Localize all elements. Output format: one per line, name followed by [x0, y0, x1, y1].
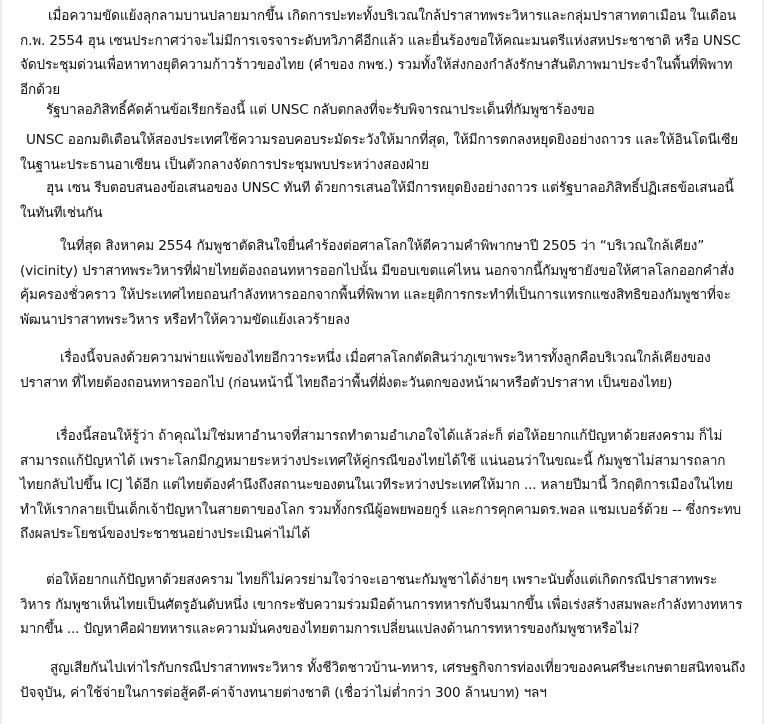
paragraph-5: ในที่สุด สิงหาคม 2554 กัมพูชาตัดสินใจยื่นคำร้องต่อศาลโลกให้ตีความคำพิพากษาปี 2505 ว่า “บริเวณใกล้เคียง” (vicinity) ปราสาทพระวิหารที่ฝ่ายไทยต้องถอนทหารออกไปนั้น มีขอบเขตแค่ไหน นอกจากนี้กัมพูชายังขอให้ศาลโลกออกคำสั่งคุ้มครองชั่วคราว ให้ประเทศไทยถอนกำลังทหารออกจากพื้นที่พิพาท และยุติการกระทำที่เป็นการแทรกแซงสิทธิของกัมพูชาที่จะพัฒนาปราสาทพระวิหาร หรือทำให้ความขัดแย้งเลวร้ายลง [20, 238, 735, 328]
paragraph-2: รัฐบาลอภิสิทธิ์คัดค้านข้อเรียกร้องนี้ แต่ UNSC กลับตกลงที่จะรับพิจารณาประเด็นที่กัมพูชาร้องขอ [46, 102, 595, 118]
paragraph-3: UNSC ออกมติเตือนให้สองประเทศใช้ความรอบคอบระมัดระวังให้มากที่สุด, ให้มีการตกลงหยุดยิงอย่างถาวร และให้อินโดนีเซีย ในฐานะประธานอาเซียน เป็นตัวกลางจัดการประชุมพบประหว่างสองฝ่าย [20, 132, 739, 173]
paragraph-7: เรื่องนี้สอนให้รู้ว่า ถ้าคุณไม่ใช่มหาอำนาจที่สามารถทำตามอำเภอใจได้แล้วล่ะก็ ต่อให้อยากแก้ปัญหาด้วยสงคราม ก็ไม่สามารถแก้ปัญหาได้ เพราะโลกมีกฎหมายระหว่างประเทศให้คู่กรณีของไทยได้ใช้ แน่นอนว่าในขณะนี้ กัมพูชาไม่สามารถลากไทยกลับไปขึ้น ICJ ได้อีก แต่ไทยต้องคำนึงถึงสถานะของตนในเวทีระหว่างประเทศให้มาก ... หลายปีมานี้ วิกฤติการเมืองในไทยทำให้เรากลายเป็นเด็กเจ้าปัญหาในสายตาของโลก รวมทั้งกรณีผู้อพยพอยกูร์ และการคุกคามดร.พอล แชมเบอร์ด้วย -- ซึ่งกระทบถึงผลประโยชน์ของประชาชนอย่างประเมินค่าไม่ได้ [20, 428, 742, 542]
page-left-edge [0, 0, 2, 724]
paragraph-1: เมื่อความขัดแย้งลุกลามบานปลายมากขึ้น เกิดการปะทะทั้งบริเวณใกล้ปราสาทพระวิหารและกลุ่มปราสาทตาเมือน ในเดือน ก.พ. 2554 ฮุน เซนประกาศว่าจะไม่มีการเจรจาระดับทวิภาคีอีกแล้ว และยื่นร้องขอให้คณะมนตรีแห่งสหประชาชาติ หรือ UNSC จัดประชุมด่วนเพื่อหาทางยุติความก้าวร้าวของไทย (คำของ กพช.) รวมทั้งให้ส่งกองกำลังรักษาสันติภาพมาประจำในพื้นที่พิพาทอีกด้วย [20, 8, 741, 98]
paragraph-6: เรื่องนี้จบลงด้วยความพ่ายแพ้ของไทยอีกวาระหนึ่ง เมื่อศาลโลกตัดสินว่าภูเขาพระวิหารทั้งลูกคือบริเวณใกล้เคียงของปราสาท ที่ไทยต้องถอนทหารออกไป (ก่อนหน้านี้ ไทยถือว่าพื้นที่ฝั่งตะวันตกของหน้าผาหรือตัวปราสาท เป็นของไทย) [20, 350, 711, 391]
paragraph-8: ต่อให้อยากแก้ปัญหาด้วยสงคราม ไทยก็ไม่ควรย่ามใจว่าจะเอาชนะกัมพูชาได้ง่ายๆ เพราะนับตั้งแต่เกิดกรณีปราสาทพระวิหาร กัมพูชาเห็นไทยเป็นศัตรูอันดับหนึ่ง เขากระชับความร่วมมือด้านการทหารกับจีนมากขึ้น เพื่อเร่งสร้างสมพละกำลังทางทหารมากขึ้น ... ปัญหาคือฝ่ายทหารและความมั่นคงของไทยตามการเปลี่ยนแปลงด้านการทหารของกัมพูชาหรือไม่? [20, 572, 743, 637]
paragraph-4: ฮุน เซน รีบตอบสนองข้อเสนอของ UNSC ทันที ด้วยการเสนอให้มีการหยุดยิงอย่างถาวร แต่รัฐบาลอภิสิทธิ์ปฏิเสธข้อเสนอนี้ในทันทีเช่นกัน [20, 180, 734, 221]
paragraph-9: สูญเสียกันไปเท่าไรกับกรณีปราสาทพระวิหาร ทั้งชีวิตชาวบ้าน-ทหาร, เศรษฐกิจการท่องเที่ยวของคนศรีษะเกษตายสนิทจนถึงปัจจุบัน, ค่าใช้จ่ายในการต่อสู้คดี-ค่าจ้างทนายต่างชาติ (เชื่อว่าไม่ต่ำกว่า 300 ล้านบาท) ฯลฯ [20, 660, 746, 701]
